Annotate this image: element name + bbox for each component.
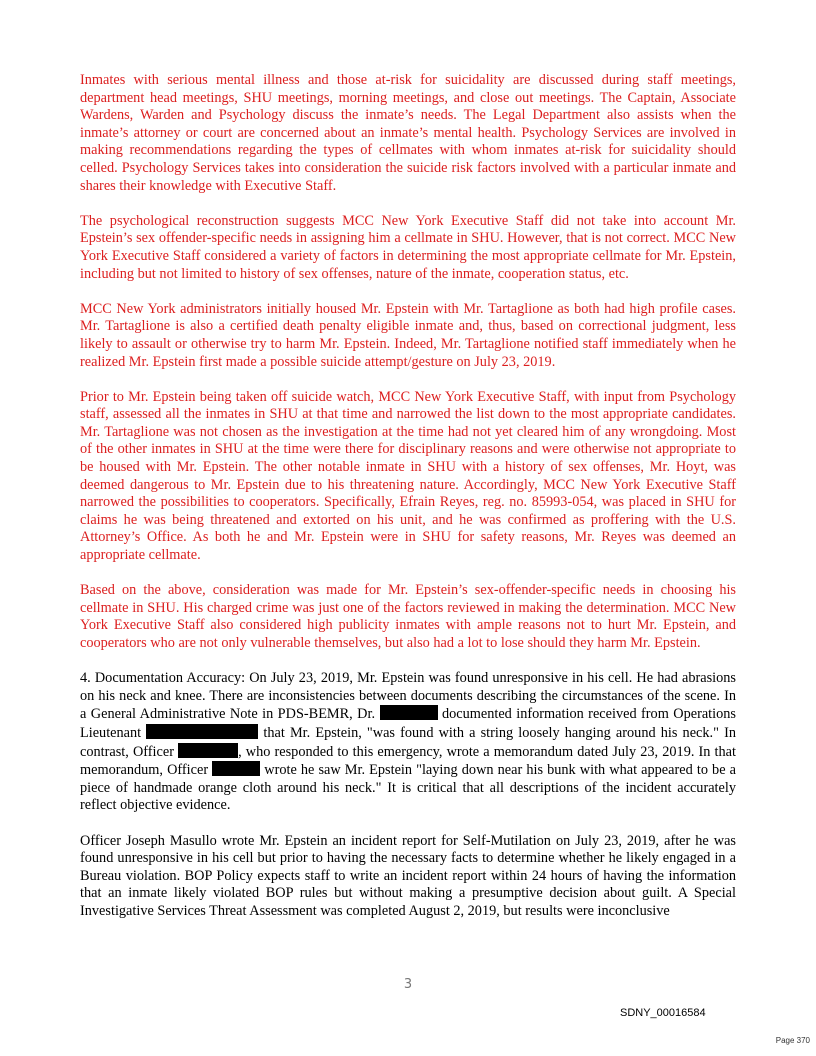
text-segment: documented information received from Operations Lieutenant [80, 706, 736, 741]
paragraph-cellmate-selection: Prior to Mr. Epstein being taken off suicide watch, MCC New York Executive Staff, with input from Psychology staff, assessed all the inmates in SHU at that time and narrowed the list down to the most appropriate candidates. Mr. Tartaglione was not chosen as the investigation at the time had not yet cleared him of any wrongdoing. Most of the other inmates in SHU at the time were there for disciplinary reasons and were otherwise not appropriate to be housed with Mr. Epstein. The other notable inmate in SHU with a history of sex offenses, Mr. Hoyt, was deemed dangerous to Mr. Epstein due to his threatening nature. Accordingly, MCC New York Executive Staff narrowed the possibilities to cooperators. Specifically, Efrain Reyes, reg. no. 85993-054, was placed in SHU for claims he was being threatened and extorted on his unit, and he was confirmed as proffering with the U.S. Attorney’s Office. As both he and Mr. Epstein were in SHU for safety reasons, Mr. Reyes was deemed an appropriate cellmate. [80, 388, 736, 564]
page-number: 3 [403, 977, 413, 992]
text-segment: 4. Documentation Accuracy: On July 23, 2019, Mr. Epstein was found unresponsive in his cell. He had abrasions on his neck and knee. There are inconsistencies between documents describing the circumstances of the scene. In a General Administrative Note in PDS-BEMR, Dr. [80, 670, 736, 723]
paragraph-incident-report: Officer Joseph Masullo wrote Mr. Epstein an incident report for Self-Mutilation on July 23, 2019, after he was found unresponsive in his cell but prior to having the necessary facts to determine whether he likely engaged in a Bureau violation. BOP Policy expects staff to write an incident report within 24 hours of having the information that an inmate likely violated BOP rules but without making a presumptive decision about guilt. A Special Investigative Services Threat Assessment was completed August 2, 2019, but results were inconclusive [80, 832, 736, 919]
bates-number: SDNY_00016584 [620, 1007, 706, 1019]
redaction-box [178, 743, 238, 758]
page-label: Page 370 [775, 1036, 810, 1045]
text-segment: wrote he saw Mr. Epstein "laying down near his bunk with what appeared to be a piece of handmade orange cloth around his neck." It is critical that all descriptions of the incident accurately reflect objective evidence. [80, 762, 736, 814]
redaction-box [146, 724, 258, 739]
paragraph-psych-reconstruction: The psychological reconstruction suggests MCC New York Executive Staff did not take into account Mr. Epstein’s sex offender-specific needs in assigning him a cellmate in SHU. However, that is not correct. MCC New York Executive Staff considered a variety of factors in determining the most appropriate cellmate for Mr. Epstein, including but not limited to history of sex offenses, nature of the inmate, cooperation status, etc. [80, 212, 736, 282]
document-body [80, 72, 736, 938]
redaction-box [380, 705, 438, 720]
paragraph-initial-housing: MCC New York administrators initially housed Mr. Epstein with Mr. Tartaglione as both had high profile cases. Mr. Tartaglione is also a certified death penalty eligible inmate and, thus, based on correctional judgment, less likely to assault or otherwise try to harm Mr. Epstein. Indeed, Mr. Tartaglione notified staff immediately when he realized Mr. Epstein first made a possible suicide attempt/gesture on July 23, 2019. [80, 300, 736, 370]
paragraph-documentation-accuracy [80, 670, 736, 815]
paragraph-mental-illness-meetings: Inmates with serious mental illness and those at-risk for suicidality are discussed during staff meetings, department head meetings, SHU meetings, morning meetings, and close out meetings. The Captain, Associate Wardens, Warden and Psychology discuss the inmate’s needs. The Legal Department also assists when the inmate’s attorney or court are concerned about an inmate’s mental health. Psychology Services are involved in making recommendations regarding the types of cellmates with whom inmates at-risk for suicidality should celled. Psychology Services takes into consideration the suicide risk factors involved with a particular inmate and shares their knowledge with Executive Staff. [80, 72, 736, 194]
paragraph-conclusion: Based on the above, consideration was made for Mr. Epstein’s sex-offender-specific needs in choosing his cellmate in SHU. His charged crime was just one of the factors reviewed in making the determination. MCC New York Executive Staff also considered high publicity inmates with ample reasons not to hurt Mr. Epstein, and cooperators who are not only vulnerable themselves, but also had a lot to lose should they harm Mr. Epstein. [80, 582, 736, 651]
text-segment: that Mr. Epstein, "was found with a string loosely hanging around his neck." In contrast, Officer [80, 724, 736, 760]
redaction-box [212, 761, 260, 776]
text-segment: , who responded to this emergency, wrote a memorandum dated July 23, 2019. In that memorandum, Officer [80, 743, 736, 779]
